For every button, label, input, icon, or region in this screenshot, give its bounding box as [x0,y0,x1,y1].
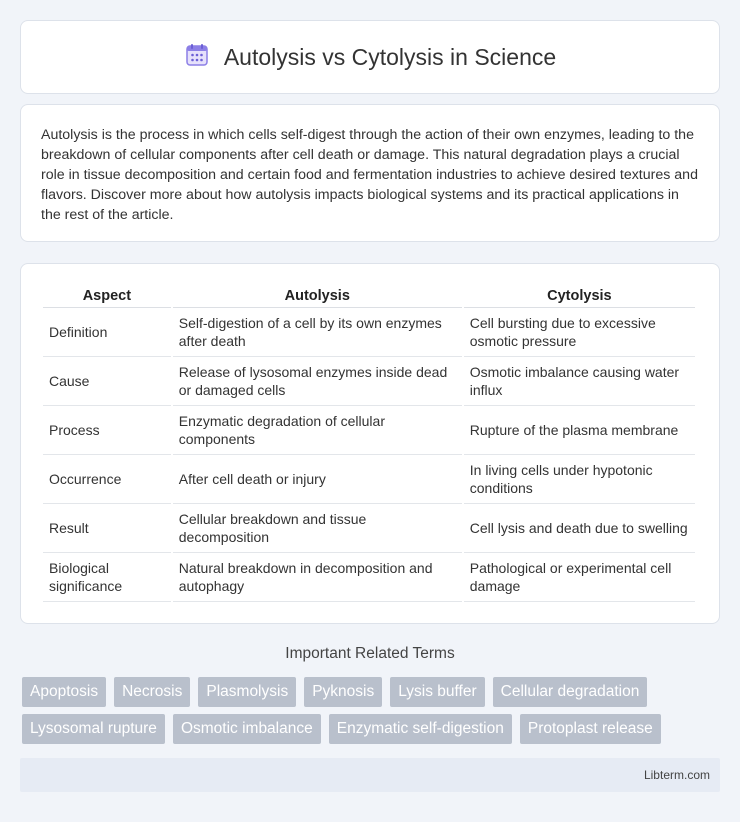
related-term-tag[interactable]: Plasmolysis [198,677,296,707]
table-row [43,553,695,602]
related-terms-list [22,677,722,744]
related-term-tag[interactable]: Apoptosis [22,677,106,707]
page-title: Autolysis vs Cytolysis in Science [223,43,557,70]
cell-cytolysis: Osmotic imbalance causing water influx [464,357,695,406]
related-term-tag[interactable]: Osmotic imbalance [173,714,321,744]
table-row [43,504,695,553]
cell-aspect: Cause [43,357,171,406]
cell-aspect: Occurrence [43,455,171,504]
comparison-table-card [20,263,720,624]
cell-autolysis: Self-digestion of a cell by its own enzymes after death [173,308,462,357]
cell-cytolysis: Cell bursting due to excessive osmotic pressure [464,308,695,357]
intro-card [20,104,720,242]
related-term-tag[interactable]: Lysosomal rupture [22,714,165,744]
cell-cytolysis: Pathological or experimental cell damage [464,553,695,602]
table-row [43,357,695,406]
cell-cytolysis: Rupture of the plasma membrane [464,406,695,455]
cell-cytolysis: In living cells under hypotonic conditions [464,455,695,504]
cell-cytolysis: Cell lysis and death due to swelling [464,504,695,553]
related-term-tag[interactable]: Protoplast release [520,714,661,744]
header-autolysis: Autolysis [173,286,462,308]
related-term-tag[interactable]: Pyknosis [304,677,382,707]
cell-autolysis: Natural breakdown in decomposition and autophagy [173,553,462,602]
cell-aspect: Result [43,504,171,553]
table-row [43,308,695,357]
related-term-tag[interactable]: Enzymatic self-digestion [329,714,512,744]
comparison-table [41,286,697,602]
related-terms-heading: Important Related Terms [285,645,455,662]
footer-site-link[interactable]: Libterm.com [643,768,710,782]
cell-aspect: Biological significance [43,553,171,602]
cell-aspect: Definition [43,308,171,357]
calendar-icon [184,42,210,73]
cell-autolysis: Release of lysosomal enzymes inside dead or damaged cells [173,357,462,406]
title-wrap [184,42,556,73]
cell-aspect: Process [43,406,171,455]
header-aspect: Aspect [43,286,171,308]
table-header-row [43,286,695,308]
related-term-tag[interactable]: Cellular degradation [493,677,648,707]
intro-paragraph: Autolysis is the process in which cells self-digest through the action of their own enzymes, leading to the breakdown of cellular components after cell death or damage. This natural degradation plays a crucial role in tissue decomposition and certain food and fermentation industries to achieve desired textures and flavors. Discover more about how autolysis impacts biological systems and its practical applications in the rest of the article. [41,127,698,223]
cell-autolysis: Cellular breakdown and tissue decomposition [173,504,462,553]
related-term-tag[interactable]: Necrosis [114,677,190,707]
header-card [20,20,720,94]
table-row [43,455,695,504]
footer [20,758,720,792]
cell-autolysis: Enzymatic degradation of cellular components [173,406,462,455]
related-term-tag[interactable]: Lysis buffer [390,677,484,707]
table-row [43,406,695,455]
header-cytolysis: Cytolysis [464,286,695,308]
cell-autolysis: After cell death or injury [173,455,462,504]
